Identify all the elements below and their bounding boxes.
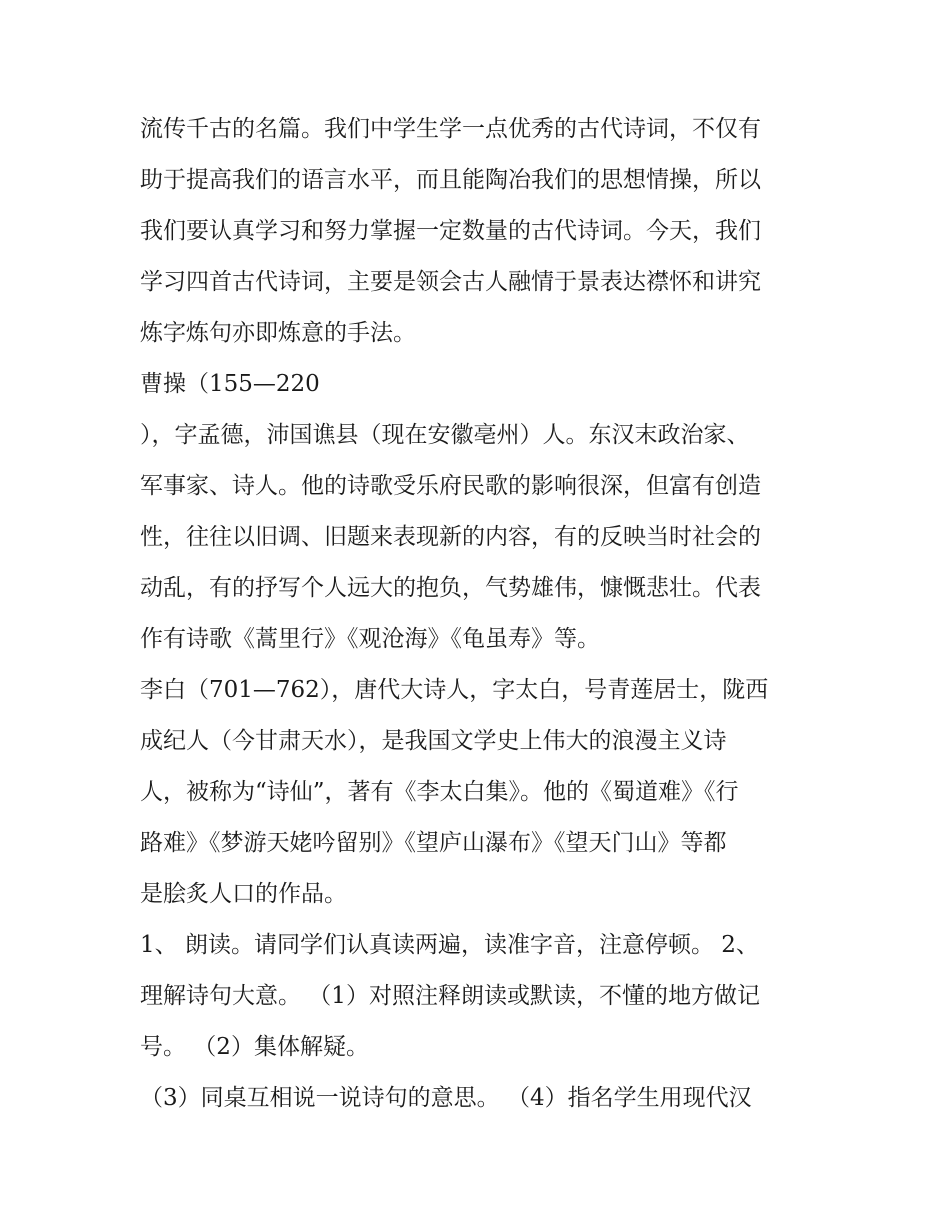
text-line: 学习四首古代诗词，主要是领会古人融情于景表达襟怀和讲究 — [140, 269, 761, 295]
text-line: 流传千古的名篇。我们中学生学一点优秀的古代诗词，不仅有 — [140, 116, 761, 142]
text-line: （3）同桌互相说一说诗句的意思。 （4）指名学生用现代汉 — [140, 1085, 752, 1111]
text-line: 理解诗句大意。 （1）对照注释朗读或默读，不懂的地方做记 — [140, 983, 760, 1009]
text-line: 是脍炙人口的作品。 — [140, 881, 347, 907]
text-line: 动乱，有的抒写个人远大的抱负，气势雄伟，慷慨悲壮。代表 — [140, 575, 761, 601]
text-line: 我们要认真学习和努力掌握一定数量的古代诗词。今天，我们 — [140, 218, 761, 244]
text-line: 成纪人（今甘肃天水），是我国文学史上伟大的浪漫主义诗 — [140, 728, 727, 754]
text-line: 作有诗歌《蒿里行》《观沧海》《龟虽寿》等。 — [140, 626, 600, 652]
text-line: 炼字炼句亦即炼意的手法。 — [140, 320, 416, 346]
text-line: 号。 （2）集体解疑。 — [140, 1034, 369, 1060]
text-line: 人，被称为“诗仙”，著有《李太白集》。他的《蜀道难》《行 — [140, 779, 739, 805]
text-line: 路难》《梦游天姥吟留别》《望庐山瀑布》《望天门山》等都 — [140, 830, 727, 856]
text-line: 性，往往以旧调、旧题来表现新的内容，有的反映当时社会的 — [140, 524, 761, 550]
body-text — [140, 104, 830, 1124]
text-line: ），字孟德，沛国谯县（现在安徽亳州）人。东汉末政治家、 — [140, 422, 750, 448]
text-line: 1、 朗读。请同学们认真读两遍，读准字音，注意停顿。 2、 — [140, 932, 759, 958]
text-line: 军事家、诗人。他的诗歌受乐府民歌的影响很深，但富有创造 — [140, 473, 761, 499]
text-line: 曹操（155—220 — [140, 371, 320, 397]
text-line: 助于提高我们的语言水平，而且能陶冶我们的思想情操，所以 — [140, 167, 761, 193]
text-line: 李白（701—762），唐代大诗人，字太白，号青莲居士，陇西 — [140, 677, 769, 703]
